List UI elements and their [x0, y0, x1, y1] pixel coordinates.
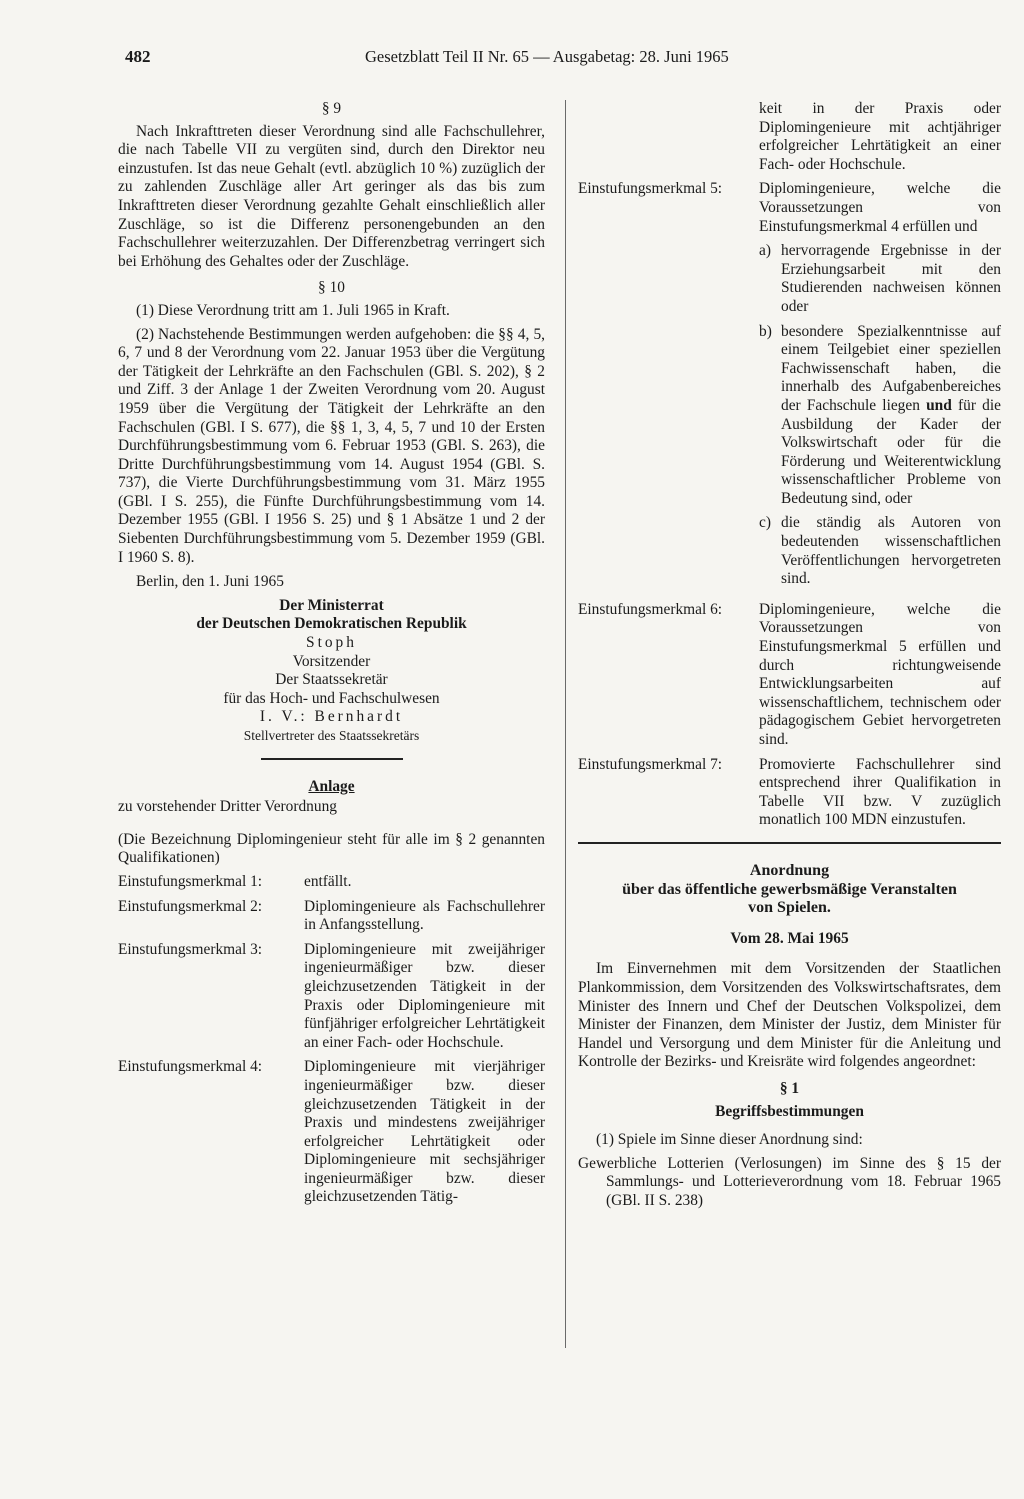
merkmal-4-continued: [578, 100, 1001, 174]
signature-name-2: I. V.: Bernhardt: [259, 708, 404, 726]
merkmal-3-text: Diplomingenieure mit zweijähriger ingenieurmäßiger bzw. dieser gleichzusetzenden Tätigkeit in der Praxis oder Diplomingenieure mit fünfjähriger erfolgreicher Lehrtätigkeit an einer Fach- oder Hochschule.: [304, 940, 545, 1051]
section-10-paragraph-1: (1) Diese Verordnung tritt am 1. Juli 1965 in Kraft.: [136, 301, 450, 319]
anlage-note: (Die Bezeichnung Diplomingenieur steht für alle im § 2 genannten Qualifikationen): [118, 830, 545, 867]
anordnung-date: Vom 28. Mai 1965: [730, 929, 849, 947]
section-1-paragraph-1: (1) Spiele im Sinne dieser Anordnung sind:: [596, 1131, 863, 1149]
divider-rule: [261, 758, 403, 760]
section-1-paragraph-2: Gewerbliche Lotterien (Verlosungen) im Sinne des § 15 der Sammlungs- und Lotterieverordnung vom 18. Februar 1965 (GBl. II S. 238): [578, 1154, 1001, 1209]
merkmal-5a-text: hervorragende Ergebnisse in der Erziehungsarbeit mit den Studierenden nachweisen können oder: [781, 242, 1001, 315]
merkmal-5-subitems: [578, 242, 1001, 595]
anordnung-title-2: über das öffentliche gewerbsmäßige Veranstalten: [622, 880, 957, 898]
merkmal-5b-text-1: besondere Spezialkenntnisse auf einem Teilgebiet einer speziellen Fachwissenschaft haben, die innerhalb des Aufgabenbereiches der Fachschule liegen: [781, 322, 1001, 414]
merkmal-7-text: Promovierte Fachschullehrer sind entsprechend ihrer Qualifikation in Tabelle VII bzw. V zuzüglich monatlich 100 MDN einzustufen.: [759, 755, 1001, 829]
merkmal-5b: [759, 323, 1001, 509]
merkmal-6-label: Einstufungsmerkmal 6:: [578, 600, 723, 618]
signature-org-1: Der Ministerrat: [279, 596, 384, 614]
section-1-heading: § 1: [779, 1079, 800, 1097]
signature-org-4: für das Hoch- und Fachschulwesen: [223, 689, 440, 707]
page-header: [125, 48, 785, 70]
merkmal-3-label: Einstufungsmerkmal 3:: [118, 940, 263, 958]
merkmal-5c: [759, 514, 1001, 588]
merkmal-7-label: Einstufungsmerkmal 7:: [578, 755, 723, 773]
signature-role-1: Vorsitzender: [292, 652, 371, 670]
left-column: [118, 100, 545, 1213]
section-10-paragraph-2: (2) Nachstehende Bestimmungen werden aufgehoben: die §§ 4, 5, 6, 7 und 8 der Verordnung vom 22. Januar 1953 über die Vergütung der Tätigkeit der Lehrkräfte an den Fachschulen (GBl. S. 202), § 2 und Ziff. 3 der Anlage 1 der Zweiten Verordnung vom 20. August 1959 über die Vergütung der Tätigkeit der Lehrkräfte an den Fachschulen (GBl. I S. 677), die §§ 1, 3, 4, 5, 7 und 10 der Ersten Durchführungsbestimmung vom 6. Februar 1953 (GBl. S. 263), die Dritte Durchführungsbestimmung vom 14. August 1954 (GBl. S. 737), die Vierte Durchführungsbestimmung vom 31. März 1955 (GBl. I S. 255), die Fünfte Durchführungsbestimmung vom 14. Dezember 1955 (GBl. I 1956 S. 25) und § 1 Absätze 1 und 2 der Siebenten Durchführungsbestimmung vom 5. Dezember 1959 (GBl. I 1960 S. 8).: [118, 325, 545, 566]
signature-role-2: Stellvertreter des Staatssekretärs: [243, 728, 420, 743]
merkmal-4: [118, 1058, 545, 1207]
section-1-title: Begriffsbestimmungen: [715, 1102, 864, 1120]
merkmal-2-label: Einstufungsmerkmal 2:: [118, 897, 263, 915]
page-number: 482: [125, 47, 151, 66]
merkmal-5b-key: b): [759, 322, 772, 340]
anordnung-title-3: von Spielen.: [748, 899, 831, 917]
merkmal-5c-key: c): [759, 514, 771, 532]
signature-block: [118, 597, 545, 746]
merkmal-5: [578, 180, 1001, 236]
merkmal-7: [578, 756, 1001, 830]
merkmal-5b-text-2: für die Ausbildung der Kader der Volkswirtschaft oder für die Förderung und Weiterentwicklung wissenschaftlicher Probleme von Bedeutung sind, oder: [781, 396, 1001, 507]
merkmal-5a-key: a): [759, 242, 771, 260]
merkmal-4-continued-text: keit in der Praxis oder Diplomingenieure mit achtjähriger erfolgreicher Lehrtätigkeit an einer Fach- oder Hochschule.: [759, 100, 1001, 173]
signature-org-3: Der Staatssekretär: [275, 671, 388, 689]
merkmal-2-text: Diplomingenieure als Fachschullehrer in Anfangsstellung.: [304, 897, 545, 934]
merkmal-5a: [759, 242, 1001, 316]
anordnung-intro: Im Einvernehmen mit dem Vorsitzenden der Staatlichen Plankommission, dem Vorsitzenden des Volkswirtschaftsrates, dem Minister des Innern und Chef der Deutschen Volkspolizei, dem Minister der Finanzen, dem Minister der Justiz, dem Minister für Handel und Versorgung und dem Minister für die Anleitung und Kontrolle der Bezirks- und Kreisräte wird folgendes angeordnet:: [578, 960, 1001, 1071]
date-line: Berlin, den 1. Juni 1965: [136, 573, 284, 591]
section-10-heading: § 10: [318, 279, 345, 297]
signature-name-1: Stoph: [306, 634, 357, 652]
merkmal-1-text: entfällt.: [304, 872, 352, 890]
merkmal-6-text: Diplomingenieure, welche die Voraussetzungen von Einstufungsmerkmal 5 erfüllen und durch richtungweisende Entwicklungsarbeiten auf wissenschaftlichem, technischem oder pädagogischem Gebiet hervorgetreten sind.: [759, 600, 1001, 748]
section-9-text: Nach Inkrafttreten dieser Verordnung sind alle Fachschullehrer, die nach Tabelle VII zu vergüten sind, durch den Direktor neu einzustufen. Ist das neue Gehalt (evtl. abzüglich 10 %) zuzüglich der zu zahlenden Zuschläge aller Art geringer als das bis zum Inkrafttreten dieser Verordnung gezahlte Gehalt einschließlich aller Zuschläge, so ist die Differenz personengebunden an den Fachschullehrer weiterzuzahlen. Der Differenzbetrag verringert sich bei Erhöhung des Gehaltes oder der Zuschläge.: [118, 122, 545, 270]
merkmal-5c-text: die ständig als Autoren von bedeutenden wissenschaftlichen Veröffentlichungen hervorgetreten sind.: [781, 514, 1001, 588]
merkmal-5b-und: und: [926, 396, 952, 414]
merkmal-6: [578, 601, 1001, 750]
merkmal-2: [118, 898, 545, 935]
merkmal-1: [118, 873, 545, 892]
section-9-heading: § 9: [321, 100, 342, 117]
anlage-title: Anlage: [308, 777, 355, 795]
section-rule: [578, 842, 1001, 844]
right-column: [578, 100, 1001, 1215]
header-title: Gesetzblatt Teil II Nr. 65 — Ausgabetag: 28. Juni 1965: [365, 47, 729, 66]
merkmal-4-label: Einstufungsmerkmal 4:: [118, 1058, 263, 1076]
anordnung-title-1: Anordnung: [749, 861, 830, 879]
anlage-subtitle: zu vorstehender Dritter Verordnung: [118, 798, 337, 816]
merkmal-5-label: Einstufungsmerkmal 5:: [578, 180, 723, 198]
merkmal-3: [118, 941, 545, 1053]
merkmal-4-text: Diplomingenieure mit vierjähriger ingenieurmäßiger bzw. dieser gleichzusetzenden Tätigkeit in der Praxis und mindestens zweijähriger erfolgreicher Lehrtätigkeit oder Diplomingenieure mit sechsjähriger ingenieurmäßiger bzw. dieser gleichzusetzenden Tätig-: [304, 1058, 545, 1206]
merkmal-5-text: Diplomingenieure, welche die Voraussetzungen von Einstufungsmerkmal 4 erfüllen und: [759, 180, 1001, 235]
merkmal-1-label: Einstufungsmerkmal 1:: [118, 872, 263, 890]
signature-org-2: der Deutschen Demokratischen Republik: [196, 615, 467, 633]
column-divider: [565, 100, 566, 1348]
